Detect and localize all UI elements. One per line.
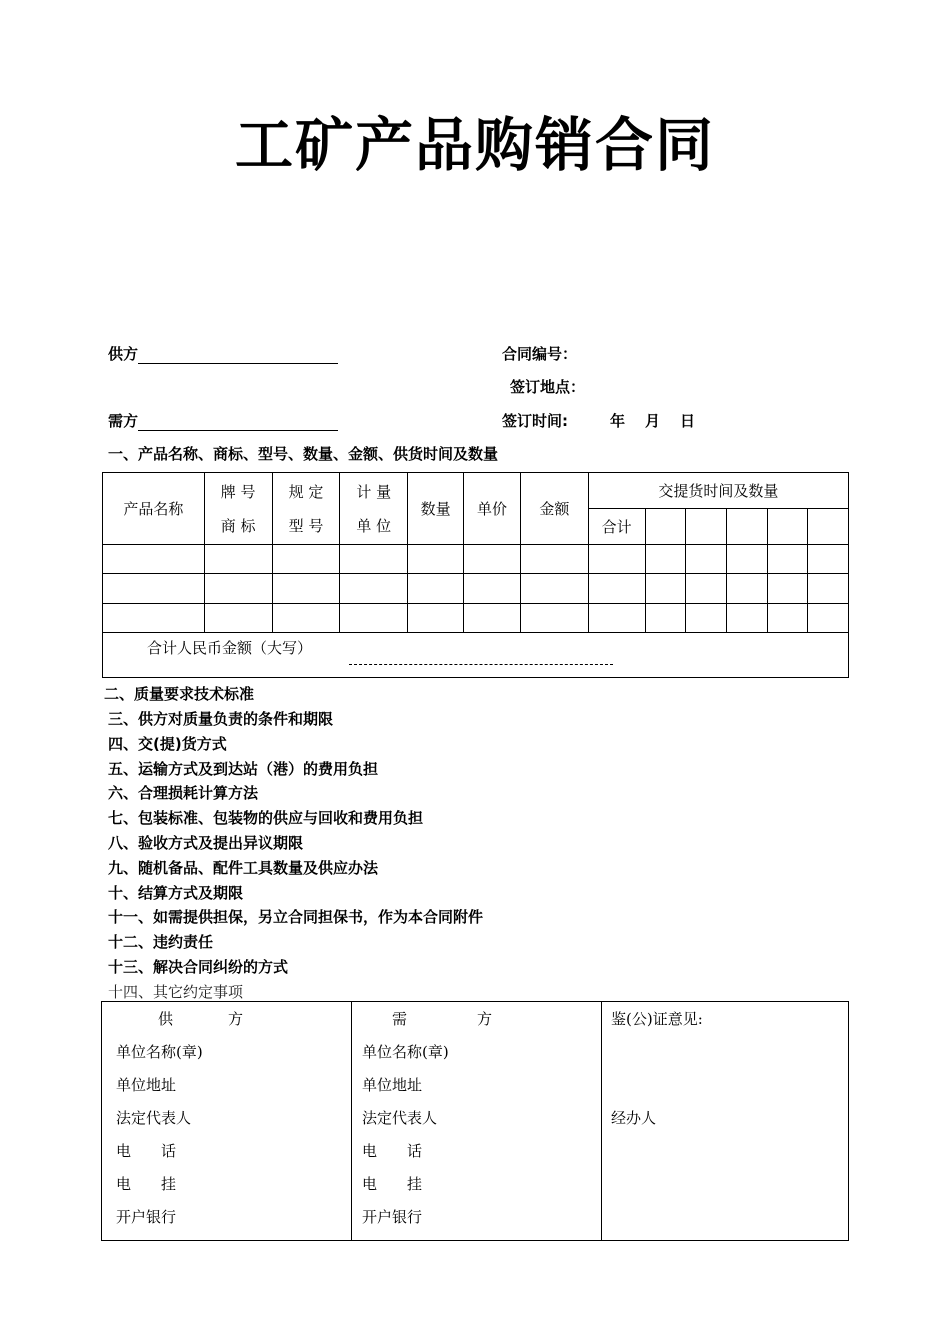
total-amount-line — [349, 664, 613, 665]
table-cell[interactable] — [103, 545, 205, 574]
col-quantity: 数量 — [408, 473, 464, 545]
table-cell[interactable] — [808, 604, 849, 633]
month-label: 月 — [645, 412, 661, 430]
table-cell[interactable] — [340, 604, 408, 633]
sign-date — [610, 410, 715, 431]
supplier-company-name: 单位名称(章) — [116, 1043, 203, 1061]
col-unit-line2: 单 位 — [356, 516, 392, 535]
table-cell[interactable] — [645, 604, 686, 633]
table-cell[interactable] — [204, 545, 272, 574]
delivery-subcol — [727, 509, 768, 545]
table-cell[interactable] — [727, 604, 768, 633]
col-unit-price: 单价 — [464, 473, 521, 545]
buyer-head-2: 方 — [477, 1010, 493, 1028]
table-cell[interactable] — [464, 574, 521, 604]
buyer-head-1: 需 — [392, 1010, 408, 1028]
section-1-title: 一、产品名称、商标、型号、数量、金额、供货时间及数量 — [108, 445, 499, 463]
total-amount-row[interactable] — [103, 633, 849, 678]
col-subtotal: 合计 — [588, 509, 645, 545]
table-cell[interactable] — [340, 545, 408, 574]
col-spec — [272, 473, 340, 545]
table-cell[interactable] — [520, 604, 588, 633]
table-cell[interactable] — [103, 604, 205, 633]
section-item: 四、交(提)货方式 — [108, 735, 227, 753]
section-item: 八、验收方式及提出异议期限 — [108, 834, 304, 852]
buyer-field — [108, 410, 338, 431]
table-cell[interactable] — [727, 574, 768, 604]
table-cell[interactable] — [645, 574, 686, 604]
contract-title: 工矿产品购销合同 — [234, 111, 715, 179]
delivery-subcol — [808, 509, 849, 545]
table-cell[interactable] — [520, 545, 588, 574]
delivery-subcol — [768, 509, 808, 545]
section-item: 十二、违约责任 — [108, 933, 214, 951]
table-cell[interactable] — [768, 574, 808, 604]
table-cell[interactable] — [588, 545, 645, 574]
signature-table — [101, 1001, 849, 1241]
col-amount: 金额 — [520, 473, 588, 545]
col-brand — [204, 473, 272, 545]
table-row — [103, 604, 849, 633]
supplier-address: 单位地址 — [116, 1076, 177, 1094]
table-row — [103, 574, 849, 604]
buyer-underline[interactable] — [138, 414, 338, 431]
agent-label: 经办人 — [611, 1109, 657, 1127]
notary-block[interactable] — [602, 1002, 849, 1241]
section-item: 十一、如需提供担保，另立合同担保书，作为本合同附件 — [108, 908, 484, 926]
table-cell[interactable] — [408, 545, 464, 574]
col-brand-line1: 牌 号 — [220, 482, 256, 501]
supplier-field — [108, 343, 338, 364]
table-cell[interactable] — [808, 574, 849, 604]
col-product-name: 产品名称 — [103, 473, 205, 545]
buyer-block[interactable] — [352, 1002, 602, 1241]
buyer-phone: 电 话 — [362, 1142, 423, 1160]
day-label: 日 — [680, 412, 696, 430]
table-cell[interactable] — [808, 545, 849, 574]
table-cell[interactable] — [272, 574, 340, 604]
table-cell[interactable] — [340, 574, 408, 604]
section-item: 十、结算方式及期限 — [108, 884, 244, 902]
table-row — [103, 545, 849, 574]
notary-label: 鉴(公)证意见: — [611, 1010, 703, 1028]
supplier-block[interactable] — [102, 1002, 352, 1241]
buyer-legal-rep: 法定代表人 — [362, 1109, 438, 1127]
supplier-label: 供方 — [108, 345, 139, 363]
section-item: 十四、其它约定事项 — [108, 983, 244, 1001]
supplier-bank: 开户银行 — [116, 1208, 177, 1226]
table-cell[interactable] — [204, 604, 272, 633]
col-spec-line1: 规 定 — [288, 482, 324, 501]
supplier-head-2: 方 — [228, 1010, 244, 1028]
buyer-telegraph: 电 挂 — [362, 1175, 423, 1193]
buyer-company-name: 单位名称(章) — [362, 1043, 449, 1061]
delivery-subcol — [645, 509, 686, 545]
buyer-label: 需方 — [108, 412, 139, 430]
table-cell[interactable] — [727, 545, 768, 574]
supplier-legal-rep: 法定代表人 — [116, 1109, 192, 1127]
table-cell[interactable] — [520, 574, 588, 604]
col-spec-line2: 型 号 — [288, 516, 324, 535]
table-cell[interactable] — [588, 604, 645, 633]
table-cell[interactable] — [464, 545, 521, 574]
delivery-subcol — [686, 509, 727, 545]
year-label: 年 — [610, 412, 626, 430]
product-table — [102, 472, 849, 678]
table-cell[interactable] — [588, 574, 645, 604]
table-cell[interactable] — [686, 574, 727, 604]
table-cell[interactable] — [768, 545, 808, 574]
table-cell[interactable] — [686, 604, 727, 633]
supplier-underline[interactable] — [138, 347, 338, 364]
supplier-phone: 电 话 — [116, 1142, 177, 1160]
table-cell[interactable] — [768, 604, 808, 633]
sign-time-label: 签订时间: — [502, 412, 568, 430]
section-item: 三、供方对质量负责的条件和期限 — [108, 710, 334, 728]
supplier-telegraph: 电 挂 — [116, 1175, 177, 1193]
table-cell[interactable] — [645, 545, 686, 574]
table-cell[interactable] — [686, 545, 727, 574]
table-cell[interactable] — [408, 574, 464, 604]
table-cell[interactable] — [272, 604, 340, 633]
table-cell[interactable] — [464, 604, 521, 633]
table-cell[interactable] — [204, 574, 272, 604]
section-item: 六、合理损耗计算方法 — [108, 784, 259, 802]
supplier-head-1: 供 — [158, 1010, 174, 1028]
buyer-address: 单位地址 — [362, 1076, 423, 1094]
sign-place-label: 签订地点： — [510, 378, 586, 396]
col-unit — [340, 473, 408, 545]
col-brand-line2: 商 标 — [220, 516, 256, 535]
section-item: 十三、解决合同纠纷的方式 — [108, 958, 289, 976]
table-cell[interactable] — [103, 574, 205, 604]
contract-no-label: 合同编号： — [502, 345, 578, 363]
buyer-bank: 开户银行 — [362, 1208, 423, 1226]
col-delivery: 交提货时间及数量 — [588, 473, 848, 509]
section-item: 二、质量要求技术标准 — [104, 685, 255, 703]
total-amount-label: 合计人民币金额（大写） — [147, 639, 313, 657]
table-cell[interactable] — [408, 604, 464, 633]
section-item: 九、随机备品、配件工具数量及供应办法 — [108, 859, 379, 877]
table-cell[interactable] — [272, 545, 340, 574]
col-unit-line1: 计 量 — [356, 482, 392, 501]
section-item: 五、运输方式及到达站（港）的费用负担 — [108, 760, 379, 778]
section-item: 七、包装标准、包装物的供应与回收和费用负担 — [108, 809, 424, 827]
